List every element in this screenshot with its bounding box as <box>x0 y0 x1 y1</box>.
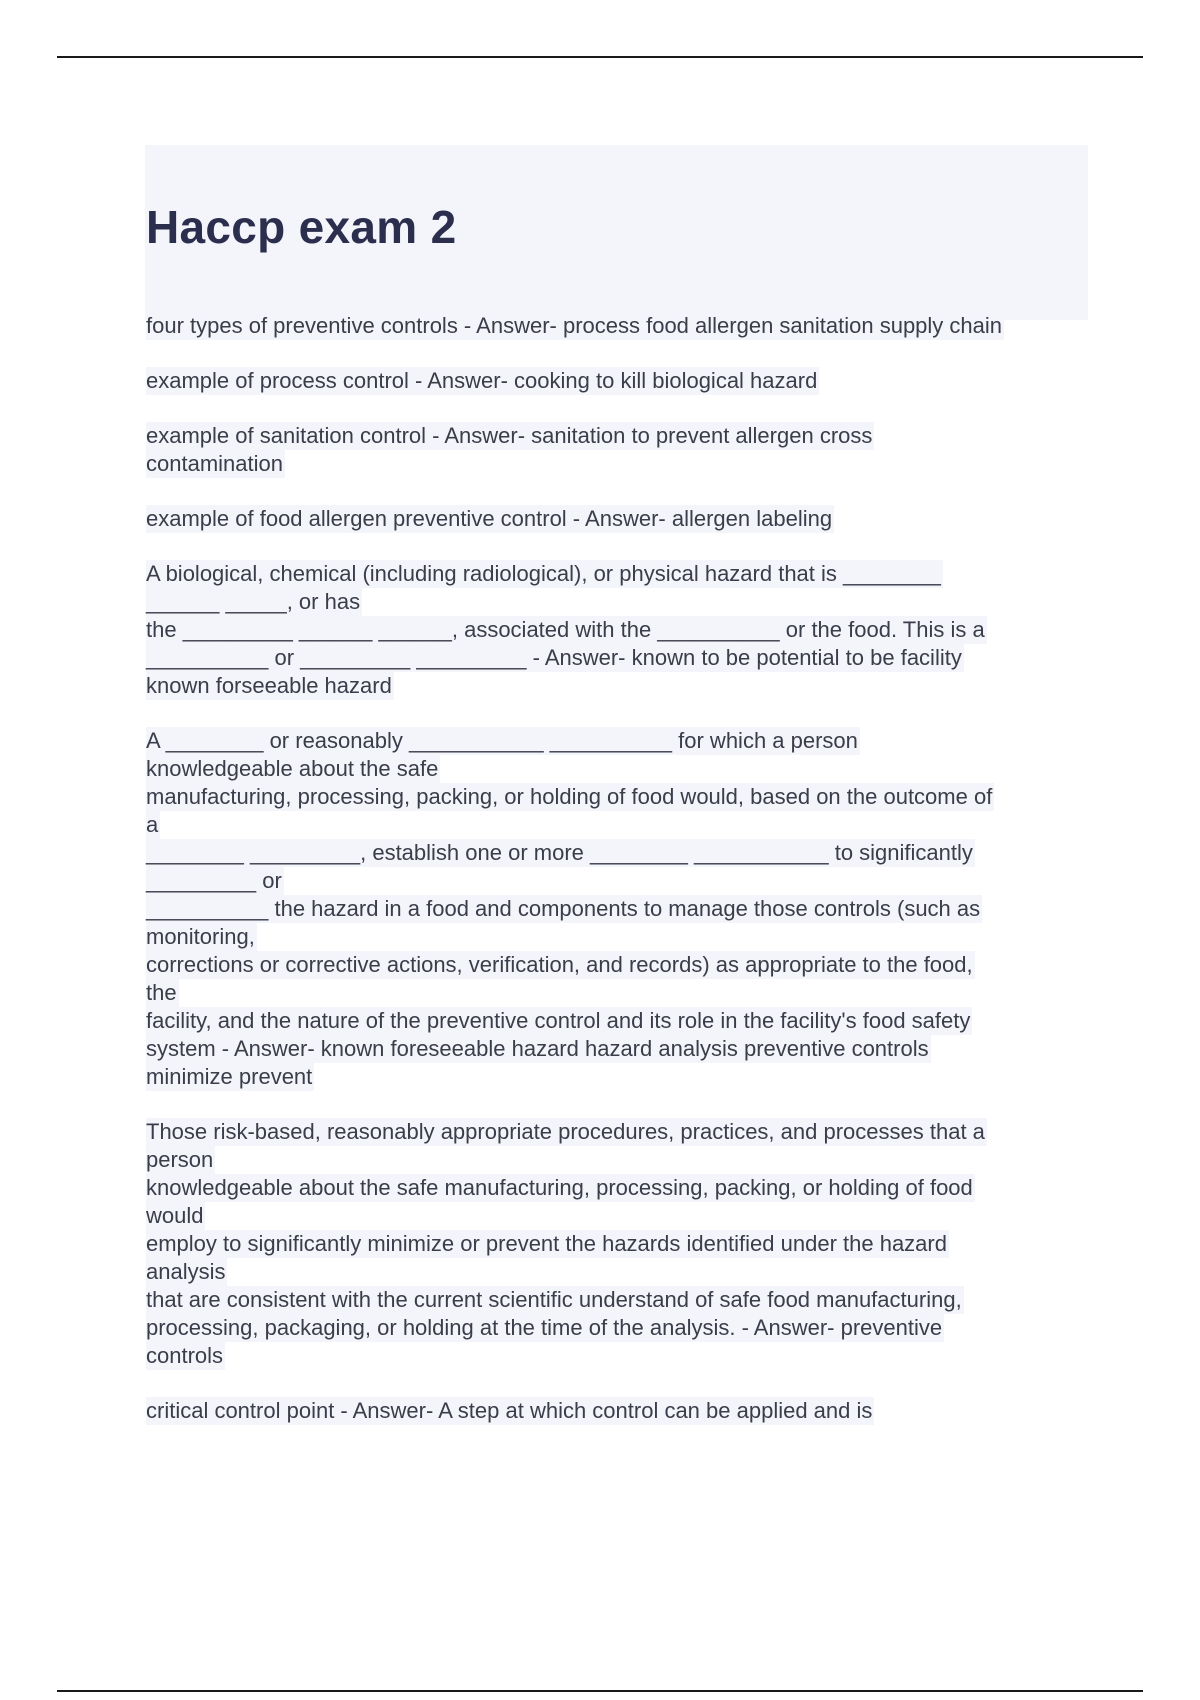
text-line: would <box>146 1203 204 1228</box>
text-line: the _________ ______ ______, associated with the __________ or the food. This is a <box>146 617 985 642</box>
text-line: A biological, chemical (including radiological), or physical hazard that is ________ <box>146 561 941 586</box>
text-line: critical control point - Answer- A step at which control can be applied and is <box>146 1398 873 1423</box>
text-line: corrections or corrective actions, verification, and records) as appropriate to the food, <box>146 952 973 977</box>
text-line: contamination <box>146 451 283 476</box>
text-line: manufacturing, processing, packing, or holding of food would, based on the outcome of <box>146 784 993 809</box>
top-rule <box>57 56 1143 58</box>
text-line: processing, packaging, or holding at the time of the analysis. - Answer- preventive <box>146 1315 943 1340</box>
text-line: knowledgeable about the safe manufacturing, processing, packing, or holding of food <box>146 1175 973 1200</box>
page-title: Haccp exam 2 <box>146 201 457 253</box>
text-line: a <box>146 812 159 837</box>
text-line: controls <box>146 1343 224 1368</box>
text-line: ________ _________, establish one or more ________ ___________ to significantly <box>146 840 973 865</box>
text-line: the <box>146 980 177 1005</box>
qa-entry <box>146 422 1096 478</box>
text-line: ______ _____, or has <box>146 589 361 614</box>
qa-entry <box>146 505 1096 533</box>
text-line: known forseeable hazard <box>146 673 392 698</box>
text-line: Those risk-based, reasonably appropriate procedures, practices, and processes that a <box>146 1119 985 1144</box>
text-line: facility, and the nature of the preventive control and its role in the facility's food safety <box>146 1008 971 1033</box>
text-line: monitoring, <box>146 924 255 949</box>
text-line: __________ the hazard in a food and components to manage those controls (such as <box>146 896 981 921</box>
document-body <box>146 312 1096 1452</box>
qa-entry <box>146 1397 1096 1425</box>
text-line: minimize prevent <box>146 1064 313 1089</box>
qa-entry <box>146 1118 1096 1370</box>
text-line: __________ or _________ _________ - Answer- known to be potential to be facility <box>146 645 962 670</box>
text-line: four types of preventive controls - Answer- process food allergen sanitation supply chain <box>146 313 1003 338</box>
bottom-rule <box>57 1690 1143 1692</box>
qa-entry <box>146 367 1096 395</box>
qa-entry <box>146 312 1096 340</box>
text-line: _________ or <box>146 868 282 893</box>
text-line: that are consistent with the current scientific understand of safe food manufacturing, <box>146 1287 962 1312</box>
text-line: example of food allergen preventive control - Answer- allergen labeling <box>146 506 833 531</box>
text-line: employ to significantly minimize or prevent the hazards identified under the hazard <box>146 1231 947 1256</box>
text-line: person <box>146 1147 214 1172</box>
text-line: example of process control - Answer- cooking to kill biological hazard <box>146 368 818 393</box>
text-line: example of sanitation control - Answer- sanitation to prevent allergen cross <box>146 423 873 448</box>
text-line: system - Answer- known foreseeable hazard hazard analysis preventive controls <box>146 1036 929 1061</box>
qa-entry <box>146 727 1096 1091</box>
text-line: analysis <box>146 1259 226 1284</box>
text-line: knowledgeable about the safe <box>146 756 439 781</box>
text-line: A ________ or reasonably ___________ __________ for which a person <box>146 728 858 753</box>
qa-entry <box>146 560 1096 700</box>
